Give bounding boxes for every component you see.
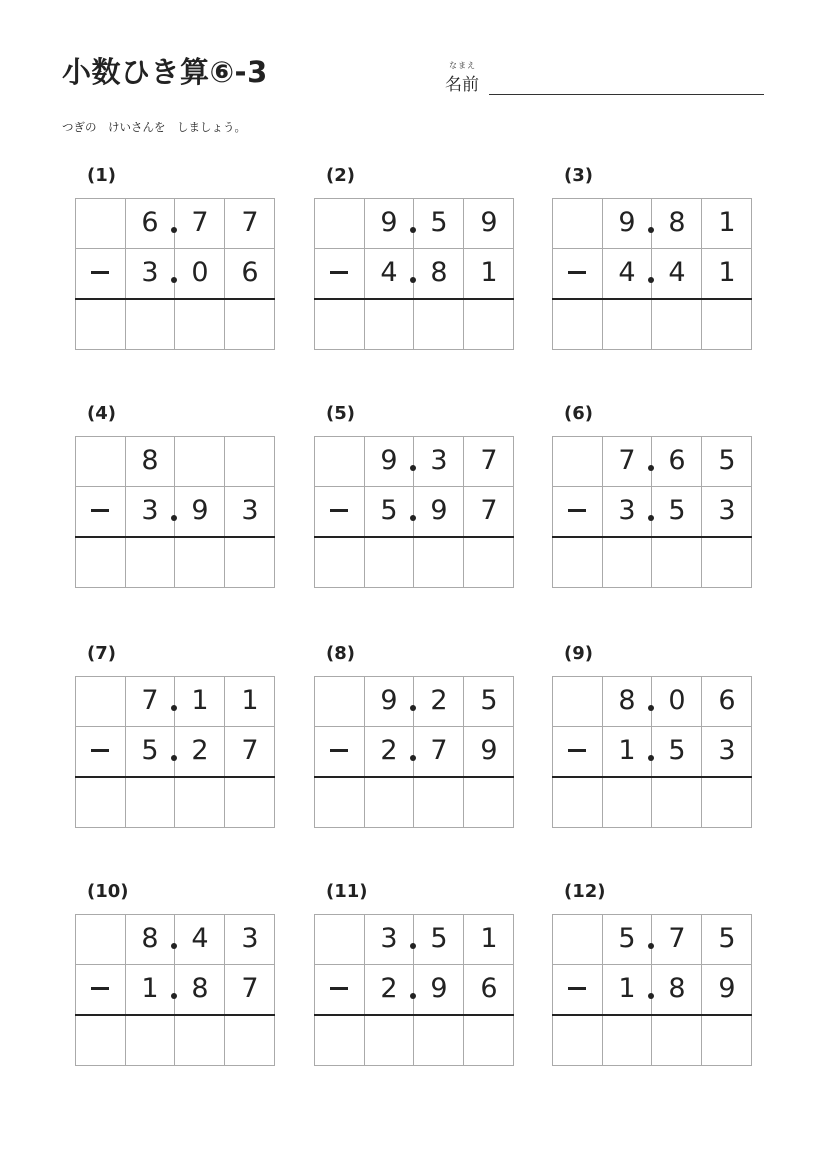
- answer-cell[interactable]: [465, 777, 513, 825]
- bottom-digit: 8: [668, 973, 686, 1004]
- answer-cell[interactable]: [126, 299, 174, 347]
- problem-9: [552, 643, 752, 833]
- bottom-digit: 0: [191, 257, 209, 288]
- answer-cell[interactable]: [226, 1015, 274, 1063]
- decimal-point: [410, 705, 416, 711]
- answer-cell[interactable]: [365, 1015, 413, 1063]
- bottom-digit: 9: [430, 495, 448, 526]
- answer-cell[interactable]: [315, 777, 363, 825]
- minus-sign: [568, 987, 586, 990]
- bottom-digit: 5: [141, 735, 159, 766]
- calculation-grid: [552, 198, 752, 350]
- bottom-digit: 4: [380, 257, 398, 288]
- name-field: [445, 60, 765, 100]
- top-digit: 1: [191, 685, 209, 716]
- top-digit: 5: [718, 923, 736, 954]
- top-digit: 5: [718, 445, 736, 476]
- decimal-point: [171, 993, 177, 999]
- answer-cell[interactable]: [126, 1015, 174, 1063]
- calculation-grid: [75, 436, 275, 588]
- problem-number: (12): [564, 881, 606, 902]
- answer-cell[interactable]: [603, 777, 651, 825]
- answer-cell[interactable]: [176, 1015, 224, 1063]
- problem-number: (10): [87, 881, 129, 902]
- minus-sign: [330, 749, 348, 752]
- problem-2: [314, 165, 514, 355]
- decimal-point: [648, 705, 654, 711]
- answer-cell[interactable]: [603, 537, 651, 585]
- bottom-digit: 3: [618, 495, 636, 526]
- minus-sign: [330, 987, 348, 990]
- answer-cell[interactable]: [703, 1015, 751, 1063]
- answer-cell[interactable]: [365, 537, 413, 585]
- problem-1: [75, 165, 275, 355]
- top-digit: 6: [718, 685, 736, 716]
- top-digit: 2: [430, 685, 448, 716]
- answer-cell[interactable]: [226, 777, 274, 825]
- answer-cell[interactable]: [415, 299, 463, 347]
- decimal-point: [648, 993, 654, 999]
- decimal-point: [648, 227, 654, 233]
- problem-number: (4): [87, 403, 116, 424]
- calculation-grid: [552, 676, 752, 828]
- minus-sign: [91, 271, 109, 274]
- minus-sign: [568, 271, 586, 274]
- bottom-digit: 9: [480, 735, 498, 766]
- top-digit: 9: [380, 445, 398, 476]
- decimal-point: [648, 943, 654, 949]
- top-digit: 6: [668, 445, 686, 476]
- decimal-point: [171, 943, 177, 949]
- bottom-digit: 3: [141, 257, 159, 288]
- answer-cell[interactable]: [76, 1015, 124, 1063]
- problem-6: [552, 403, 752, 593]
- bottom-digit: 9: [718, 973, 736, 1004]
- decimal-point: [410, 943, 416, 949]
- bottom-digit: 5: [668, 495, 686, 526]
- top-digit: 8: [618, 685, 636, 716]
- bottom-digit: 1: [480, 257, 498, 288]
- answer-cell[interactable]: [703, 299, 751, 347]
- top-digit: 4: [191, 923, 209, 954]
- bottom-digit: 2: [380, 735, 398, 766]
- answer-cell[interactable]: [315, 299, 363, 347]
- decimal-point: [410, 993, 416, 999]
- problem-10: [75, 881, 275, 1071]
- decimal-point: [410, 465, 416, 471]
- calculation-grid: [314, 676, 514, 828]
- answer-cell[interactable]: [553, 777, 601, 825]
- top-digit: 7: [241, 207, 259, 238]
- problem-5: [314, 403, 514, 593]
- answer-cell[interactable]: [703, 777, 751, 825]
- top-digit: 5: [480, 685, 498, 716]
- top-digit: 3: [430, 445, 448, 476]
- decimal-point: [171, 705, 177, 711]
- top-digit: 7: [618, 445, 636, 476]
- worksheet-title: 小数ひき算⑥-3: [62, 55, 268, 89]
- top-digit: 1: [718, 207, 736, 238]
- bottom-digit: 6: [241, 257, 259, 288]
- top-digit: 3: [380, 923, 398, 954]
- decimal-point: [410, 755, 416, 761]
- top-digit: 0: [668, 685, 686, 716]
- top-digit: 1: [241, 685, 259, 716]
- bottom-digit: 3: [241, 495, 259, 526]
- bottom-digit: 3: [718, 735, 736, 766]
- bottom-digit: 1: [141, 973, 159, 1004]
- decimal-point: [171, 277, 177, 283]
- top-digit: 9: [480, 207, 498, 238]
- decimal-point: [648, 465, 654, 471]
- bottom-digit: 9: [191, 495, 209, 526]
- answer-cell[interactable]: [76, 537, 124, 585]
- decimal-point: [171, 755, 177, 761]
- top-digit: 5: [618, 923, 636, 954]
- top-digit: 7: [141, 685, 159, 716]
- name-write-line[interactable]: [489, 94, 764, 95]
- bottom-digit: 8: [191, 973, 209, 1004]
- answer-cell[interactable]: [553, 299, 601, 347]
- bottom-digit: 5: [668, 735, 686, 766]
- problem-11: [314, 881, 514, 1071]
- calculation-grid: [314, 436, 514, 588]
- answer-cell[interactable]: [603, 299, 651, 347]
- answer-cell[interactable]: [465, 1015, 513, 1063]
- answer-cell[interactable]: [76, 299, 124, 347]
- bottom-digit: 1: [618, 735, 636, 766]
- answer-cell[interactable]: [176, 537, 224, 585]
- name-label: 名前: [445, 75, 479, 95]
- top-digit: 1: [480, 923, 498, 954]
- decimal-point: [171, 515, 177, 521]
- top-digit: 7: [480, 445, 498, 476]
- problem-number: (11): [326, 881, 368, 902]
- answer-cell[interactable]: [176, 299, 224, 347]
- problem-3: [552, 165, 752, 355]
- calculation-grid: [75, 676, 275, 828]
- top-digit: 7: [191, 207, 209, 238]
- calculation-grid: [552, 914, 752, 1066]
- answer-cell[interactable]: [415, 537, 463, 585]
- minus-sign: [91, 749, 109, 752]
- top-digit: 8: [141, 445, 159, 476]
- answer-cell[interactable]: [553, 537, 601, 585]
- calculation-grid: [552, 436, 752, 588]
- answer-cell[interactable]: [465, 299, 513, 347]
- top-digit: 8: [141, 923, 159, 954]
- bottom-digit: 1: [618, 973, 636, 1004]
- decimal-point: [410, 515, 416, 521]
- answer-cell[interactable]: [226, 299, 274, 347]
- bottom-digit: 7: [241, 735, 259, 766]
- problem-4: [75, 403, 275, 593]
- top-digit: 9: [380, 685, 398, 716]
- answer-cell[interactable]: [653, 1015, 701, 1063]
- calculation-grid: [75, 198, 275, 350]
- problem-number: (2): [326, 165, 355, 186]
- answer-cell[interactable]: [415, 777, 463, 825]
- answer-cell[interactable]: [653, 299, 701, 347]
- problem-8: [314, 643, 514, 833]
- bottom-digit: 7: [430, 735, 448, 766]
- bottom-digit: 8: [430, 257, 448, 288]
- bottom-digit: 5: [380, 495, 398, 526]
- bottom-digit: 2: [191, 735, 209, 766]
- answer-cell[interactable]: [176, 777, 224, 825]
- minus-sign: [330, 271, 348, 274]
- answer-cell[interactable]: [703, 537, 751, 585]
- problem-number: (9): [564, 643, 593, 664]
- answer-cell[interactable]: [126, 537, 174, 585]
- answer-cell[interactable]: [553, 1015, 601, 1063]
- calculation-grid: [314, 914, 514, 1066]
- problem-number: (7): [87, 643, 116, 664]
- decimal-point: [648, 515, 654, 521]
- answer-cell[interactable]: [365, 777, 413, 825]
- top-digit: 8: [668, 207, 686, 238]
- minus-sign: [91, 987, 109, 990]
- problem-number: (1): [87, 165, 116, 186]
- top-digit: 9: [618, 207, 636, 238]
- decimal-point: [648, 755, 654, 761]
- problem-number: (6): [564, 403, 593, 424]
- problem-7: [75, 643, 275, 833]
- answer-cell[interactable]: [76, 777, 124, 825]
- minus-sign: [330, 509, 348, 512]
- top-digit: 6: [141, 207, 159, 238]
- bottom-digit: 9: [430, 973, 448, 1004]
- top-digit: 5: [430, 923, 448, 954]
- decimal-point: [648, 277, 654, 283]
- top-digit: 3: [241, 923, 259, 954]
- answer-cell[interactable]: [315, 1015, 363, 1063]
- answer-cell[interactable]: [415, 1015, 463, 1063]
- calculation-grid: [75, 914, 275, 1066]
- bottom-digit: 3: [718, 495, 736, 526]
- name-ruby: なまえ: [449, 61, 476, 70]
- answer-cell[interactable]: [603, 1015, 651, 1063]
- answer-cell[interactable]: [465, 537, 513, 585]
- bottom-digit: 3: [141, 495, 159, 526]
- answer-cell[interactable]: [126, 777, 174, 825]
- answer-cell[interactable]: [315, 537, 363, 585]
- problem-number: (8): [326, 643, 355, 664]
- bottom-digit: 6: [480, 973, 498, 1004]
- decimal-point: [171, 227, 177, 233]
- bottom-digit: 7: [480, 495, 498, 526]
- bottom-digit: 4: [668, 257, 686, 288]
- problem-number: (3): [564, 165, 593, 186]
- top-digit: 9: [380, 207, 398, 238]
- calculation-grid: [314, 198, 514, 350]
- problem-12: [552, 881, 752, 1071]
- minus-sign: [91, 509, 109, 512]
- bottom-digit: 1: [718, 257, 736, 288]
- answer-cell[interactable]: [365, 299, 413, 347]
- minus-sign: [568, 509, 586, 512]
- top-digit: 7: [668, 923, 686, 954]
- answer-cell[interactable]: [653, 537, 701, 585]
- minus-sign: [568, 749, 586, 752]
- bottom-digit: 2: [380, 973, 398, 1004]
- answer-cell[interactable]: [226, 537, 274, 585]
- top-digit: 5: [430, 207, 448, 238]
- answer-cell[interactable]: [653, 777, 701, 825]
- bottom-digit: 7: [241, 973, 259, 1004]
- decimal-point: [410, 227, 416, 233]
- problem-number: (5): [326, 403, 355, 424]
- bottom-digit: 4: [618, 257, 636, 288]
- decimal-point: [410, 277, 416, 283]
- instruction-text: つぎの けいさんを しましょう。: [62, 120, 246, 134]
